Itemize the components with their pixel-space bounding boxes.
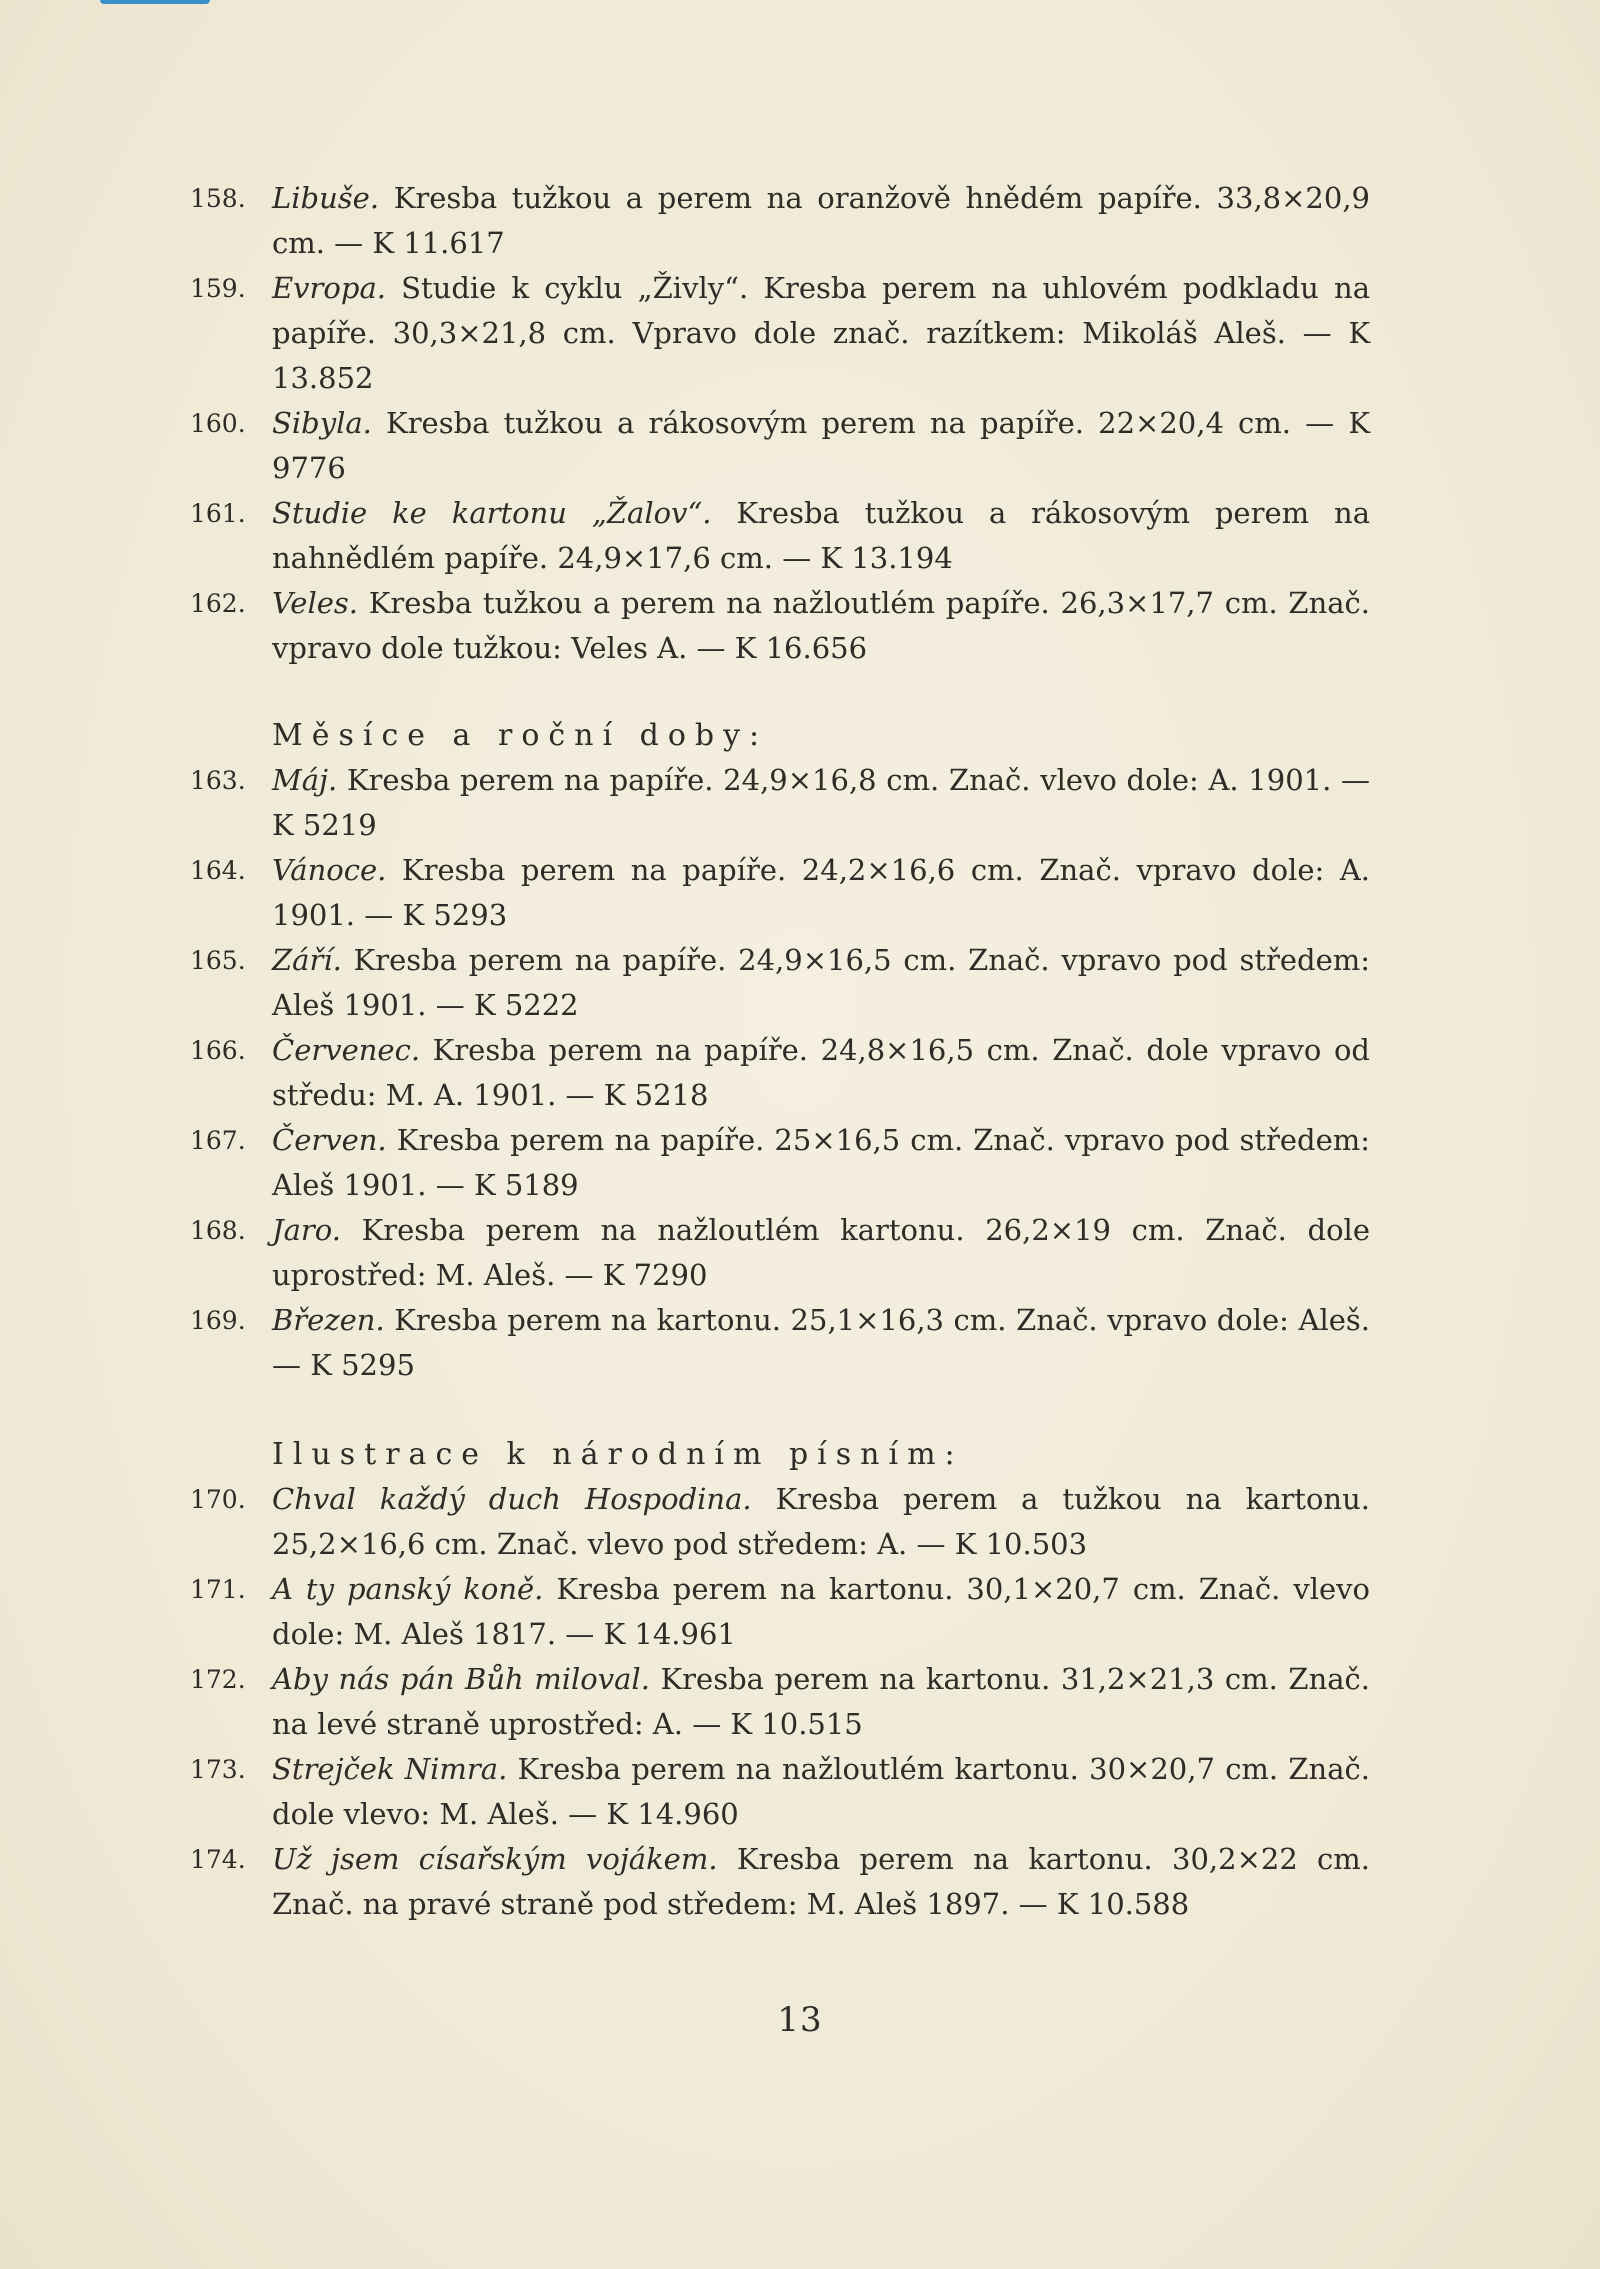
entry-description: Kresba tužkou a rákosovým perem na nahnědlém papíře. 24,9×17,6 cm. — K 13.194: [272, 496, 1370, 575]
catalog-entry: [190, 1747, 1370, 1837]
entry-number: 158.: [190, 184, 246, 213]
catalog-entry: [190, 1208, 1370, 1298]
entry-description: Kresba perem na nažloutlém kartonu. 30×20,7 cm. Znač. dole vlevo: M. Aleš. — K 14.960: [272, 1752, 1370, 1831]
entry-title: A ty panský koně.: [272, 1572, 544, 1606]
entry-number: 174.: [190, 1845, 246, 1874]
catalog-entry: [190, 1837, 1370, 1927]
catalog-entry: [190, 1657, 1370, 1747]
catalog-entry: [190, 176, 1370, 266]
entry-description: Kresba tužkou a perem na oranžově hnědém papíře. 33,8×20,9 cm. — K 11.617: [272, 181, 1370, 260]
entry-description: Kresba perem na papíře. 24,9×16,5 cm. Znač. vpravo pod středem: Aleš 1901. — K 5222: [272, 943, 1370, 1022]
catalog-entry: [190, 266, 1370, 401]
entry-description: Kresba perem na papíře. 25×16,5 cm. Znač. vpravo pod středem: Aleš 1901. — K 5189: [272, 1123, 1370, 1202]
entry-description: Kresba tužkou a rákosovým perem na papíře. 22×20,4 cm. — K 9776: [272, 406, 1370, 485]
entry-title: Aby nás pán Bůh miloval.: [272, 1662, 650, 1696]
entry-number: 163.: [190, 766, 246, 795]
entry-number: 162.: [190, 589, 246, 618]
entry-number: 171.: [190, 1575, 246, 1604]
entry-description: Kresba tužkou a perem na nažloutlém papíře. 26,3×17,7 cm. Znač. vpravo dole tužkou: Veles A. — K 16.656: [272, 586, 1370, 665]
entry-description: Kresba perem na papíře. 24,8×16,5 cm. Znač. dole vpravo od středu: M. A. 1901. — K 5218: [272, 1033, 1370, 1112]
blue-edge-mark: [100, 0, 210, 4]
catalog-entry: [190, 938, 1370, 1028]
entry-number: 168.: [190, 1216, 246, 1245]
entry-number: 160.: [190, 409, 246, 438]
catalog-entry: [190, 581, 1370, 671]
entry-title: Studie ke kartonu „Žalov“.: [272, 496, 712, 530]
entry-number: 169.: [190, 1306, 246, 1335]
entry-number: 167.: [190, 1126, 246, 1155]
catalog-entry: [190, 1567, 1370, 1657]
entry-title: Máj.: [272, 763, 338, 797]
entry-number: 159.: [190, 274, 246, 303]
entry-description: Kresba perem na kartonu. 30,2×22 cm. Znač. na pravé straně pod středem: M. Aleš 1897. — K 10.588: [272, 1842, 1371, 1921]
section-heading-songs: Ilustrace k národním písním:: [272, 1437, 964, 1472]
entry-description: Studie k cyklu „Živly“. Kresba perem na uhlovém podkladu na papíře. 30,3×21,8 cm. Vpravo dole znač. razítkem: Mikoláš Aleš. — K 13.852: [272, 271, 1370, 395]
entry-description: Kresba perem na papíře. 24,2×16,6 cm. Znač. vpravo dole: A. 1901. — K 5293: [272, 853, 1370, 932]
catalog-entry: [190, 1028, 1370, 1118]
catalog-entry: [190, 401, 1370, 491]
entry-title: Chval každý duch Hospodina.: [272, 1482, 752, 1516]
entry-description: Kresba perem na papíře. 24,9×16,8 cm. Znač. vlevo dole: A. 1901. — K 5219: [272, 763, 1370, 842]
entry-description: Kresba perem na kartonu. 31,2×21,3 cm. Znač. na levé straně uprostřed: A. — K 10.515: [272, 1662, 1370, 1741]
entry-title: Březen.: [272, 1303, 385, 1337]
catalog-entry: [190, 1477, 1370, 1567]
entry-number: 165.: [190, 946, 246, 975]
entry-number: 164.: [190, 856, 246, 885]
entry-title: Červen.: [272, 1123, 387, 1157]
entry-title: Veles.: [272, 586, 358, 620]
entry-title: Strejček Nimra.: [272, 1752, 508, 1786]
entry-title: Jaro.: [272, 1213, 341, 1247]
entry-description: Kresba perem na nažloutlém kartonu. 26,2×19 cm. Znač. dole uprostřed: M. Aleš. — K 7290: [272, 1213, 1370, 1292]
entry-description: Kresba perem na kartonu. 25,1×16,3 cm. Znač. vpravo dole: Aleš. — K 5295: [272, 1303, 1370, 1382]
entry-title: Evropa.: [272, 271, 386, 305]
catalog-entry: [190, 758, 1370, 848]
entry-number: 166.: [190, 1036, 246, 1065]
entry-number: 173.: [190, 1755, 246, 1784]
entry-number: 170.: [190, 1485, 246, 1514]
section-heading-months: Měsíce a roční doby:: [272, 718, 769, 753]
entry-title: Sibyla.: [272, 406, 372, 440]
entry-title: Libuše.: [272, 181, 380, 215]
entry-title: Vánoce.: [272, 853, 387, 887]
entry-title: Září.: [272, 943, 342, 977]
catalog-entry: [190, 1298, 1370, 1388]
catalog-entry: [190, 848, 1370, 938]
catalog-entry: [190, 1118, 1370, 1208]
entry-number: 161.: [190, 499, 246, 528]
entry-title: Už jsem císařským vojákem.: [272, 1842, 718, 1876]
entry-description: Kresba perem na kartonu. 30,1×20,7 cm. Znač. vlevo dole: M. Aleš 1817. — K 14.961: [272, 1572, 1370, 1651]
catalog-content: [190, 176, 1370, 1927]
entry-title: Červenec.: [272, 1033, 421, 1067]
entry-number: 172.: [190, 1665, 246, 1694]
page-number: 13: [777, 2000, 823, 2040]
catalog-entry: [190, 491, 1370, 581]
entry-description: Kresba perem a tužkou na kartonu. 25,2×16,6 cm. Znač. vlevo pod středem: A. — K 10.503: [272, 1482, 1370, 1561]
